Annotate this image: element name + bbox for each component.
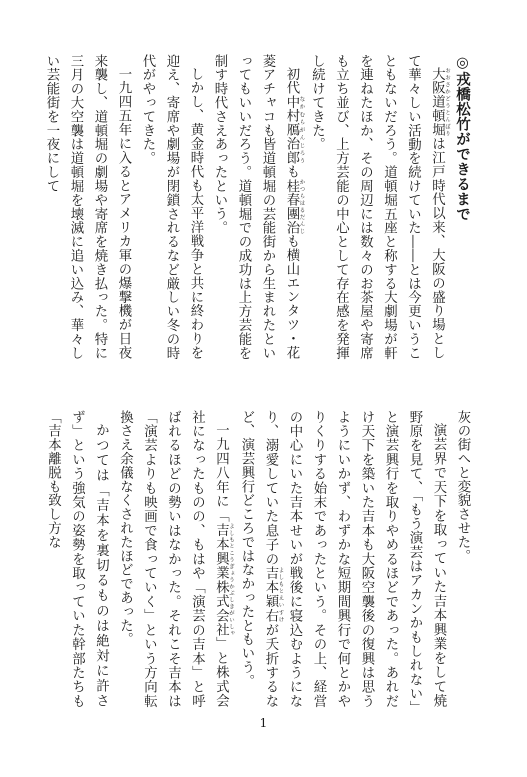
- body-paragraph: [39, 54, 135, 360]
- text-run: は江戸時代以来、大阪の盛り場として華々しい活動を続けていた――とは今更いうこともないだろう。道頓堀五座と称する大劇場が軒を連ねたほか、その周辺には数々のお茶屋や寄席も立ち並び、上方芸能の中心として存在感を発揮し続けてきた。: [309, 54, 445, 361]
- ruby-base: 吉本穎右: [263, 566, 278, 624]
- text-run: 初代: [284, 67, 299, 96]
- ruby-reading: かつらはるだんじ: [298, 178, 305, 235]
- text-run: も横山エンタツ・花菱アチャコも皆道頓堀の芸能街から生まれたといってもいいだろう。道頓堀での成功は上方芸能を制す時代さえあったという。: [212, 54, 299, 360]
- ruby-base: 中村鴈治郎: [284, 95, 299, 165]
- ruby-reading: なかむらがんじろう: [298, 95, 305, 165]
- body-paragraph: [135, 54, 207, 360]
- body-paragraph: [41, 410, 113, 708]
- ruby-annotation: [263, 566, 284, 624]
- ruby-base: 吉本興業株式会社: [213, 523, 229, 638]
- text-run: 一九四五年に入るとアメリカ軍の爆撃機が日夜来襲し、道頓堀の劇場や寄席を焼き払った。特に三月の大空襲は道頓堀を壊滅に追い込み、華々しい芸能街を一夜にして: [44, 54, 131, 360]
- ruby-reading: よしもとえいすけ: [277, 566, 284, 623]
- text-run: が夭折するなど、演芸興行どころではなかったともいう。: [239, 410, 278, 708]
- ruby-base: 大阪道頓堀: [429, 67, 445, 138]
- text-band-lower: [45, 410, 474, 708]
- body-paragraph: [207, 54, 305, 360]
- text-run: も: [284, 164, 299, 179]
- body-paragraph: [450, 410, 474, 708]
- body-paragraph: [305, 54, 451, 360]
- ruby-annotation: [284, 178, 305, 235]
- text-run: しかし、黄金時代も太平洋戦争と共に終わりを迎え、寄席や劇場が閉鎖されるなど厳しい冬の時代がやってきた。: [140, 54, 203, 360]
- text-run: 」と株式会社になったものの、もはや「演芸の吉本」と呼ばれるほどの勢いはなかった。それこそ吉本は「演芸よりも映画で食っていく」という方向転換さえ余儀なくされたほどであった。: [117, 410, 229, 708]
- text-band-upper: [44, 54, 474, 361]
- ruby-reading: よしもとこうぎょうかぶしきがいしゃ: [228, 523, 234, 637]
- ruby-annotation: [284, 95, 305, 165]
- ruby-annotation: [429, 67, 450, 138]
- ruby-base: 桂春團治: [284, 178, 299, 235]
- ruby-annotation: [213, 523, 234, 638]
- text-run: かつては「吉本を裏切るものは絶対に許さず」という強気の姿勢を取っていた幹部たちも「吉本離脱も致し方な: [45, 410, 109, 708]
- body-paragraph: [234, 410, 450, 708]
- section-heading: ◎戎橋松竹ができるまで: [454, 54, 471, 222]
- text-run: 一九四八年に「: [213, 423, 229, 524]
- text-run: 演芸界で天下を取っていた吉本興業をして焼野原を見て、「もう演芸はアカンかもしれない」と演芸興行を取りやめるほどであった。あれだけ天下を築いた吉本も大阪空襲後の復興は思うようにいかず、わずかな短期間興行で何とかやりくりする始末であったという。その上、経営の中心にいた吉本せいが戦後に寝込むようになり、溺愛していた息子の: [263, 410, 446, 708]
- ruby-reading: おおさかどうとんぼり: [444, 67, 450, 138]
- text-run: 灰の街へと変貌させた。: [455, 410, 470, 563]
- body-paragraph: [113, 410, 235, 708]
- page-number: 1: [259, 716, 268, 730]
